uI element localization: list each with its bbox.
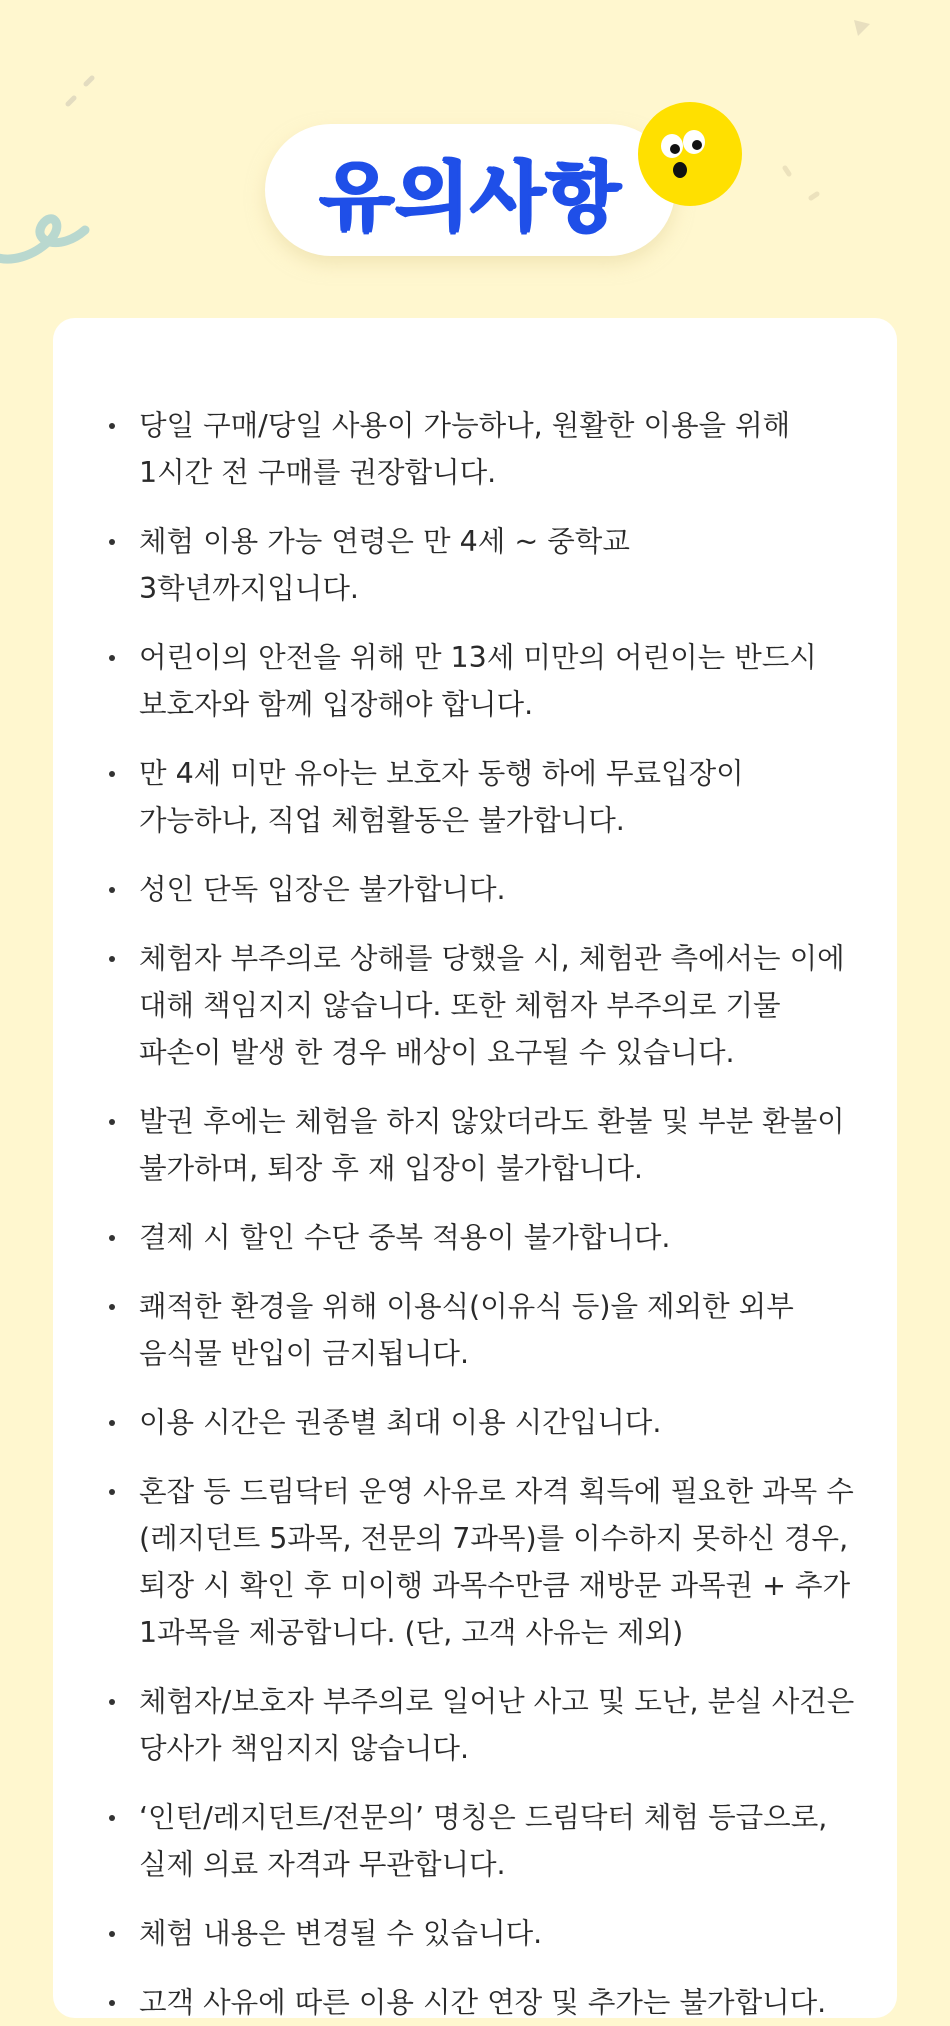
notice-text: 발권 후에는 체험을 하지 않았더라도 환불 및 부분 환불이 불가하며, 퇴장 후 재 입장이 불가합니다. [139,1105,845,1185]
title-pill [265,124,675,256]
notice-item [109,1678,857,1772]
notice-list [109,402,857,2026]
notice-item [109,1098,857,1192]
bullet-icon [109,1815,115,1821]
notice-text: 쾌적한 환경을 위해 이용식(이유식 등)을 제외한 외부 음식물 반입이 금지됩니다. [139,1290,794,1370]
notice-text: 체험자/보호자 부주의로 일어난 사고 및 도난, 분실 사건은 당사가 책임지지 않습니다. [139,1685,855,1765]
bullet-icon [109,1119,115,1125]
bullet-icon [109,956,115,962]
notice-item [109,1979,857,2026]
notice-item [109,402,857,496]
notice-item [109,750,857,844]
notice-item [109,1468,857,1656]
bullet-icon [109,887,115,893]
bullet-icon [109,1931,115,1937]
notice-text: 당일 구매/당일 사용이 가능하나, 원활한 이용을 위해 1시간 전 구매를 권장합니다. [139,409,791,489]
notice-item [109,1794,857,1888]
notice-text: 체험 이용 가능 연령은 만 4세 ~ 중학교 3학년까지입니다. [139,525,630,605]
notice-item [109,634,857,728]
notice-item [109,518,857,612]
sparkle-decoration-icon [775,160,835,210]
notice-text: 혼잡 등 드림닥터 운영 사유로 자격 획득에 필요한 과목 수(레지던트 5과목, 전문의 7과목)를 이수하지 못하신 경우, 퇴장 시 확인 후 미이행 과목수만큼 재방문 과목권 + 추가 1과목을 제공합니다. (단, 고객 사유는 제외) [139,1475,854,1649]
bullet-icon [109,2000,115,2006]
bullet-icon [109,1304,115,1310]
notice-item [109,1399,857,1446]
notice-text: 결제 시 할인 수단 중복 적용이 불가합니다. [139,1221,671,1254]
notice-item [109,866,857,913]
notice-text: 이용 시간은 권종별 최대 이용 시간입니다. [139,1406,662,1439]
notice-text: 만 4세 미만 유아는 보호자 동행 하에 무료입장이 가능하나, 직업 체험활동은 불가합니다. [139,757,744,837]
notice-item [109,1214,857,1261]
notice-item [109,1910,857,1957]
sparkle-decoration-icon [62,72,102,112]
notice-item [109,1283,857,1377]
notice-text: 체험자 부주의로 상해를 당했을 시, 체험관 측에서는 이에 대해 책임지지 않습니다. 또한 체험자 부주의로 기물 파손이 발생 한 경우 배상이 요구될 수 있습니다. [139,942,845,1069]
notice-card [53,318,897,2018]
triangle-decoration-icon [848,14,878,44]
surprised-face-icon [636,100,744,208]
bullet-icon [109,539,115,545]
notice-text: 고객 사유에 따른 이용 시간 연장 및 추가는 불가합니다. [139,1986,827,2019]
swirl-decoration-icon [0,170,110,280]
bullet-icon [109,1420,115,1426]
notice-text: ‘인턴/레지던트/전문의’ 명칭은 드림닥터 체험 등급으로, 실제 의료 자격과 무관합니다. [139,1801,828,1881]
page-title: 유의사항 [319,151,621,241]
bullet-icon [109,1235,115,1241]
bullet-icon [109,423,115,429]
notice-text: 체험 내용은 변경될 수 있습니다. [139,1917,543,1950]
bullet-icon [109,771,115,777]
notice-text: 성인 단독 입장은 불가합니다. [139,873,506,906]
notice-item [109,935,857,1076]
bullet-icon [109,655,115,661]
notice-text: 어린이의 안전을 위해 만 13세 미만의 어린이는 반드시 보호자와 함께 입장해야 합니다. [139,641,817,721]
bullet-icon [109,1699,115,1705]
bullet-icon [109,1489,115,1495]
